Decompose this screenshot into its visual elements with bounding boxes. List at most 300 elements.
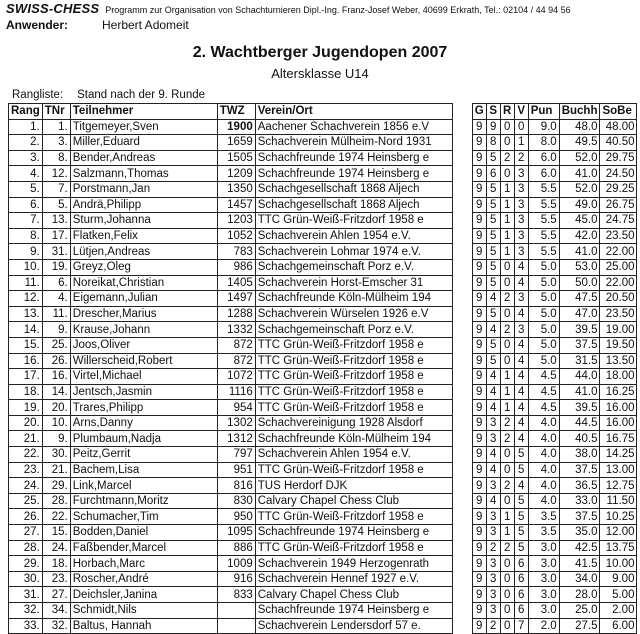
- cell-sobe: 10.25: [600, 509, 637, 525]
- cell-pun: 3.5: [528, 525, 559, 541]
- col-verein: Verein/Ort: [255, 104, 452, 120]
- cell-tnr: 4.: [42, 291, 70, 307]
- cell-name: Bender,Andreas: [70, 150, 217, 166]
- cell-r: 0: [500, 119, 514, 135]
- cell-s: 4: [486, 369, 500, 385]
- cell-pun: 4.0: [528, 478, 559, 494]
- col-g: G: [472, 104, 486, 120]
- cell-verein: TUS Herdorf DJK: [255, 478, 452, 494]
- cell-r: 0: [500, 337, 514, 353]
- cell-r: 1: [500, 525, 514, 541]
- cell-name: Schumacher,Tim: [70, 509, 217, 525]
- cell-gap: [452, 322, 472, 338]
- cell-name: Jentsch,Jasmin: [70, 384, 217, 400]
- cell-gap: [452, 603, 472, 619]
- cell-sobe: 26.75: [600, 197, 637, 213]
- cell-gap: [452, 353, 472, 369]
- ranking-status: [12, 89, 219, 101]
- cell-verein: Schachverein Hennef 1927 e.V.: [255, 571, 452, 587]
- cell-gap: [452, 509, 472, 525]
- cell-s: 5: [486, 213, 500, 229]
- cell-s: 4: [486, 291, 500, 307]
- cell-r: 2: [500, 150, 514, 166]
- cell-tnr: 31.: [42, 244, 70, 260]
- cell-twz: 1405: [217, 275, 255, 291]
- cell-twz: 1095: [217, 525, 255, 541]
- col-teilnehmer: Teilnehmer: [70, 104, 217, 120]
- cell-g: 9: [472, 306, 486, 322]
- cell-tnr: 28.: [42, 493, 70, 509]
- cell-gap: [452, 291, 472, 307]
- cell-r: 2: [500, 478, 514, 494]
- cell-tnr: 1.: [42, 119, 70, 135]
- cell-verein: Schachverein Lohmar 1974 e.V.: [255, 244, 452, 260]
- cell-pun: 5.5: [528, 244, 559, 260]
- col-sobe: SoBe: [600, 104, 637, 120]
- cell-s: 4: [486, 322, 500, 338]
- cell-buch: 42.5: [559, 540, 600, 556]
- cell-name: Link,Marcel: [70, 478, 217, 494]
- cell-verein: TTC Grün-Weiß-Fritzdorf 1958 e: [255, 540, 452, 556]
- cell-gap: [452, 587, 472, 603]
- cell-twz: 872: [217, 337, 255, 353]
- cell-g: 9: [472, 275, 486, 291]
- cell-buch: 37.5: [559, 509, 600, 525]
- cell-v: 4: [514, 306, 528, 322]
- cell-buch: 52.0: [559, 181, 600, 197]
- cell-twz: 872: [217, 353, 255, 369]
- cell-sobe: 6.00: [600, 618, 637, 634]
- cell-v: 3: [514, 213, 528, 229]
- cell-tnr: 23.: [42, 571, 70, 587]
- cell-buch: 38.0: [559, 447, 600, 463]
- cell-sobe: 16.00: [600, 400, 637, 416]
- cell-pun: 3.0: [528, 556, 559, 572]
- cell-buch: 34.0: [559, 571, 600, 587]
- cell-pun: 5.5: [528, 228, 559, 244]
- cell-verein: Schachgesellschaft 1868 Aljech: [255, 181, 452, 197]
- cell-s: 5: [486, 337, 500, 353]
- table-row: [9, 322, 637, 338]
- cell-name: Willerscheid,Robert: [70, 353, 217, 369]
- cell-v: 2: [514, 150, 528, 166]
- cell-tnr: 17.: [42, 228, 70, 244]
- cell-twz: 1659: [217, 135, 255, 151]
- cell-sobe: 9.00: [600, 571, 637, 587]
- cell-pun: 5.0: [528, 322, 559, 338]
- cell-buch: 45.0: [559, 213, 600, 229]
- cell-tnr: 15.: [42, 525, 70, 541]
- cell-r: 0: [500, 306, 514, 322]
- cell-sobe: 14.25: [600, 447, 637, 463]
- cell-s: 3: [486, 478, 500, 494]
- cell-gap: [452, 228, 472, 244]
- cell-name: Eigemann,Julian: [70, 291, 217, 307]
- cell-gap: [452, 213, 472, 229]
- cell-verein: Schachverein Ahlen 1954 e.V.: [255, 228, 452, 244]
- cell-name: Greyz,Oleg: [70, 259, 217, 275]
- cell-r: 1: [500, 384, 514, 400]
- cell-rang: 31.: [9, 587, 43, 603]
- cell-twz: 783: [217, 244, 255, 260]
- cell-name: Baltus, Hannah: [70, 618, 217, 634]
- cell-v: 5: [514, 525, 528, 541]
- cell-sobe: 13.75: [600, 540, 637, 556]
- standings-table: [8, 103, 637, 634]
- cell-pun: 3.0: [528, 603, 559, 619]
- cell-verein: Schachverein Horst-Emscher 31: [255, 275, 452, 291]
- cell-gap: [452, 571, 472, 587]
- cell-s: 3: [486, 509, 500, 525]
- cell-rang: 18.: [9, 384, 43, 400]
- cell-pun: 4.0: [528, 431, 559, 447]
- cell-s: 9: [486, 119, 500, 135]
- cell-tnr: 9.: [42, 431, 70, 447]
- cell-gap: [452, 337, 472, 353]
- cell-v: 6: [514, 571, 528, 587]
- cell-pun: 3.0: [528, 571, 559, 587]
- cell-s: 5: [486, 353, 500, 369]
- cell-verein: Schachvereinigung 1928 Alsdorf: [255, 415, 452, 431]
- cell-v: 6: [514, 556, 528, 572]
- cell-r: 0: [500, 603, 514, 619]
- cell-pun: 5.0: [528, 275, 559, 291]
- cell-gap: [452, 166, 472, 182]
- cell-name: Faßbender,Marcel: [70, 540, 217, 556]
- cell-gap: [452, 525, 472, 541]
- cell-s: 4: [486, 462, 500, 478]
- cell-name: Porstmann,Jan: [70, 181, 217, 197]
- user-line: [6, 18, 634, 32]
- cell-verein: Schachverein Ahlen 1954 e.V.: [255, 447, 452, 463]
- cell-pun: 4.5: [528, 384, 559, 400]
- cell-rang: 2.: [9, 135, 43, 151]
- cell-r: 1: [500, 197, 514, 213]
- cell-g: 9: [472, 431, 486, 447]
- cell-s: 3: [486, 415, 500, 431]
- cell-verein: TTC Grün-Weiß-Fritzdorf 1958 e: [255, 462, 452, 478]
- cell-twz: 1302: [217, 415, 255, 431]
- cell-twz: 833: [217, 587, 255, 603]
- cell-tnr: 24.: [42, 540, 70, 556]
- cell-name: Flatken,Felix: [70, 228, 217, 244]
- cell-tnr: 21.: [42, 462, 70, 478]
- cell-gap: [452, 244, 472, 260]
- cell-r: 1: [500, 213, 514, 229]
- cell-s: 3: [486, 571, 500, 587]
- cell-rang: 15.: [9, 337, 43, 353]
- table-row: [9, 275, 637, 291]
- table-row: [9, 540, 637, 556]
- cell-r: 0: [500, 166, 514, 182]
- cell-name: Lütjen,Andreas: [70, 244, 217, 260]
- cell-twz: 886: [217, 540, 255, 556]
- program-line: [6, 2, 634, 17]
- cell-g: 9: [472, 353, 486, 369]
- cell-rang: 23.: [9, 462, 43, 478]
- cell-s: 5: [486, 197, 500, 213]
- cell-name: Plumbaum,Nadja: [70, 431, 217, 447]
- cell-twz: 797: [217, 447, 255, 463]
- table-row: [9, 306, 637, 322]
- cell-pun: 3.0: [528, 587, 559, 603]
- cell-gap: [452, 119, 472, 135]
- cell-tnr: 25.: [42, 337, 70, 353]
- cell-tnr: 9.: [42, 322, 70, 338]
- cell-pun: 5.0: [528, 306, 559, 322]
- cell-rang: 19.: [9, 400, 43, 416]
- cell-r: 2: [500, 540, 514, 556]
- cell-sobe: 12.75: [600, 478, 637, 494]
- cell-s: 5: [486, 259, 500, 275]
- brand-name: SWISS-CHESS: [6, 1, 100, 16]
- cell-v: 3: [514, 244, 528, 260]
- cell-verein: Schachverein Lendersdorf 57 e.: [255, 618, 452, 634]
- cell-name: Schmidt,Nils: [70, 603, 217, 619]
- cell-pun: 5.5: [528, 181, 559, 197]
- cell-buch: 41.0: [559, 244, 600, 260]
- cell-v: 3: [514, 228, 528, 244]
- cell-gap: [452, 493, 472, 509]
- table-row: [9, 369, 637, 385]
- col-buchh: Buchh: [559, 104, 600, 120]
- cell-rang: 10.: [9, 259, 43, 275]
- cell-pun: 5.0: [528, 353, 559, 369]
- cell-sobe: 25.00: [600, 259, 637, 275]
- cell-s: 4: [486, 400, 500, 416]
- cell-v: 4: [514, 384, 528, 400]
- cell-gap: [452, 384, 472, 400]
- cell-g: 9: [472, 369, 486, 385]
- cell-s: 3: [486, 431, 500, 447]
- cell-verein: Schachfreunde 1974 Heinsberg e: [255, 150, 452, 166]
- cell-verein: TTC Grün-Weiß-Fritzdorf 1958 e: [255, 400, 452, 416]
- cell-gap: [452, 556, 472, 572]
- cell-v: 4: [514, 478, 528, 494]
- cell-sobe: 23.50: [600, 228, 637, 244]
- cell-rang: 21.: [9, 431, 43, 447]
- cell-tnr: 29.: [42, 478, 70, 494]
- cell-twz: 1900: [217, 119, 255, 135]
- cell-pun: 4.0: [528, 493, 559, 509]
- cell-buch: 31.5: [559, 353, 600, 369]
- cell-gap: [452, 259, 472, 275]
- cell-gap: [452, 400, 472, 416]
- cell-verein: Aachener Schachverein 1856 e.V: [255, 119, 452, 135]
- cell-s: 5: [486, 306, 500, 322]
- cell-g: 9: [472, 166, 486, 182]
- cell-s: 5: [486, 275, 500, 291]
- cell-g: 9: [472, 603, 486, 619]
- cell-g: 9: [472, 384, 486, 400]
- cell-tnr: 26.: [42, 353, 70, 369]
- cell-r: 0: [500, 462, 514, 478]
- cell-v: 5: [514, 493, 528, 509]
- cell-sobe: 13.00: [600, 462, 637, 478]
- col-rang: Rang: [9, 104, 43, 120]
- cell-verein: Schachfreunde 1974 Heinsberg e: [255, 525, 452, 541]
- cell-rang: 26.: [9, 509, 43, 525]
- page-subtitle: Altersklasse U14: [271, 66, 369, 81]
- table-row: [9, 447, 637, 463]
- table-row: [9, 259, 637, 275]
- cell-g: 9: [472, 228, 486, 244]
- ranking-label: Rangliste:: [12, 89, 64, 101]
- cell-verein: Schachverein 1949 Herzogenrath: [255, 556, 452, 572]
- user-label: Anwender:: [6, 18, 69, 32]
- cell-pun: 3.0: [528, 540, 559, 556]
- cell-rang: 13.: [9, 306, 43, 322]
- cell-r: 2: [500, 322, 514, 338]
- cell-s: 5: [486, 150, 500, 166]
- table-row: [9, 337, 637, 353]
- cell-verein: TTC Grün-Weiß-Fritzdorf 1958 e: [255, 509, 452, 525]
- cell-rang: 3.: [9, 150, 43, 166]
- cell-r: 0: [500, 259, 514, 275]
- table-row: [9, 618, 637, 634]
- table-row: [9, 135, 637, 151]
- cell-verein: TTC Grün-Weiß-Fritzdorf 1958 e: [255, 337, 452, 353]
- col-s: S: [486, 104, 500, 120]
- cell-r: 1: [500, 181, 514, 197]
- cell-s: 2: [486, 540, 500, 556]
- cell-pun: 4.0: [528, 415, 559, 431]
- cell-sobe: 24.75: [600, 213, 637, 229]
- table-row: [9, 462, 637, 478]
- cell-rang: 25.: [9, 493, 43, 509]
- cell-gap: [452, 415, 472, 431]
- cell-v: 4: [514, 275, 528, 291]
- cell-rang: 16.: [9, 353, 43, 369]
- cell-name: Joos,Oliver: [70, 337, 217, 353]
- cell-rang: 22.: [9, 447, 43, 463]
- cell-twz: 1505: [217, 150, 255, 166]
- cell-s: 4: [486, 447, 500, 463]
- cell-rang: 8.: [9, 228, 43, 244]
- cell-twz: 816: [217, 478, 255, 494]
- cell-gap: [452, 181, 472, 197]
- cell-twz: 1072: [217, 369, 255, 385]
- cell-gap: [452, 618, 472, 634]
- cell-verein: TTC Grün-Weiß-Fritzdorf 1958 e: [255, 369, 452, 385]
- cell-g: 9: [472, 556, 486, 572]
- cell-name: Virtel,Michael: [70, 369, 217, 385]
- cell-v: 3: [514, 291, 528, 307]
- cell-r: 1: [500, 228, 514, 244]
- cell-v: 3: [514, 322, 528, 338]
- cell-r: 0: [500, 447, 514, 463]
- table-row: [9, 493, 637, 509]
- cell-twz: 1116: [217, 384, 255, 400]
- cell-tnr: 11.: [42, 306, 70, 322]
- cell-name: Drescher,Marius: [70, 306, 217, 322]
- cell-r: 1: [500, 509, 514, 525]
- col-pun: Pun: [528, 104, 559, 120]
- cell-g: 9: [472, 135, 486, 151]
- table-row: [9, 478, 637, 494]
- cell-buch: 41.0: [559, 384, 600, 400]
- cell-twz: 1052: [217, 228, 255, 244]
- cell-name: Bodden,Daniel: [70, 525, 217, 541]
- document-header: [6, 2, 634, 32]
- cell-sobe: 5.00: [600, 587, 637, 603]
- cell-sobe: 16.75: [600, 431, 637, 447]
- cell-twz: 1312: [217, 431, 255, 447]
- cell-buch: 49.0: [559, 197, 600, 213]
- cell-tnr: 8.: [42, 150, 70, 166]
- cell-twz: 1350: [217, 181, 255, 197]
- cell-rang: 7.: [9, 213, 43, 229]
- cell-twz: 954: [217, 400, 255, 416]
- cell-r: 0: [500, 353, 514, 369]
- cell-gap: [452, 478, 472, 494]
- cell-gap: [452, 431, 472, 447]
- cell-verein: TTC Grün-Weiß-Fritzdorf 1958 e: [255, 353, 452, 369]
- table-row: [9, 603, 637, 619]
- col-tnr: TNr: [42, 104, 70, 120]
- cell-s: 3: [486, 525, 500, 541]
- cell-pun: 6.0: [528, 166, 559, 182]
- cell-pun: 8.0: [528, 135, 559, 151]
- cell-v: 5: [514, 462, 528, 478]
- cell-twz: 1332: [217, 322, 255, 338]
- cell-twz: 951: [217, 462, 255, 478]
- cell-r: 0: [500, 587, 514, 603]
- cell-sobe: 12.00: [600, 525, 637, 541]
- table-row: [9, 181, 637, 197]
- cell-name: Horbach,Marc: [70, 556, 217, 572]
- cell-name: Titgemeyer,Sven: [70, 119, 217, 135]
- standings-body: [9, 119, 637, 634]
- cell-sobe: 19.50: [600, 337, 637, 353]
- cell-r: 0: [500, 571, 514, 587]
- cell-pun: 4.0: [528, 447, 559, 463]
- cell-buch: 39.5: [559, 322, 600, 338]
- cell-sobe: 13.50: [600, 353, 637, 369]
- cell-twz: 1288: [217, 306, 255, 322]
- cell-buch: 25.0: [559, 603, 600, 619]
- cell-twz: 1203: [217, 213, 255, 229]
- cell-rang: 6.: [9, 197, 43, 213]
- cell-name: Sturm,Johanna: [70, 213, 217, 229]
- cell-twz: 830: [217, 493, 255, 509]
- cell-tnr: 16.: [42, 369, 70, 385]
- table-row: [9, 119, 637, 135]
- cell-rang: 12.: [9, 291, 43, 307]
- cell-r: 2: [500, 415, 514, 431]
- cell-rang: 4.: [9, 166, 43, 182]
- cell-gap: [452, 306, 472, 322]
- cell-g: 9: [472, 119, 486, 135]
- cell-tnr: 3.: [42, 135, 70, 151]
- cell-name: Trares,Philipp: [70, 400, 217, 416]
- cell-name: Noreikat,Christian: [70, 275, 217, 291]
- table-row: [9, 556, 637, 572]
- cell-rang: 32.: [9, 603, 43, 619]
- cell-rang: 29.: [9, 556, 43, 572]
- cell-twz: 986: [217, 259, 255, 275]
- cell-r: 1: [500, 244, 514, 260]
- cell-v: 4: [514, 431, 528, 447]
- cell-g: 9: [472, 322, 486, 338]
- cell-tnr: 34.: [42, 603, 70, 619]
- cell-buch: 42.0: [559, 228, 600, 244]
- cell-g: 9: [472, 259, 486, 275]
- cell-s: 5: [486, 228, 500, 244]
- cell-sobe: 23.50: [600, 306, 637, 322]
- cell-twz: 1457: [217, 197, 255, 213]
- table-row: [9, 150, 637, 166]
